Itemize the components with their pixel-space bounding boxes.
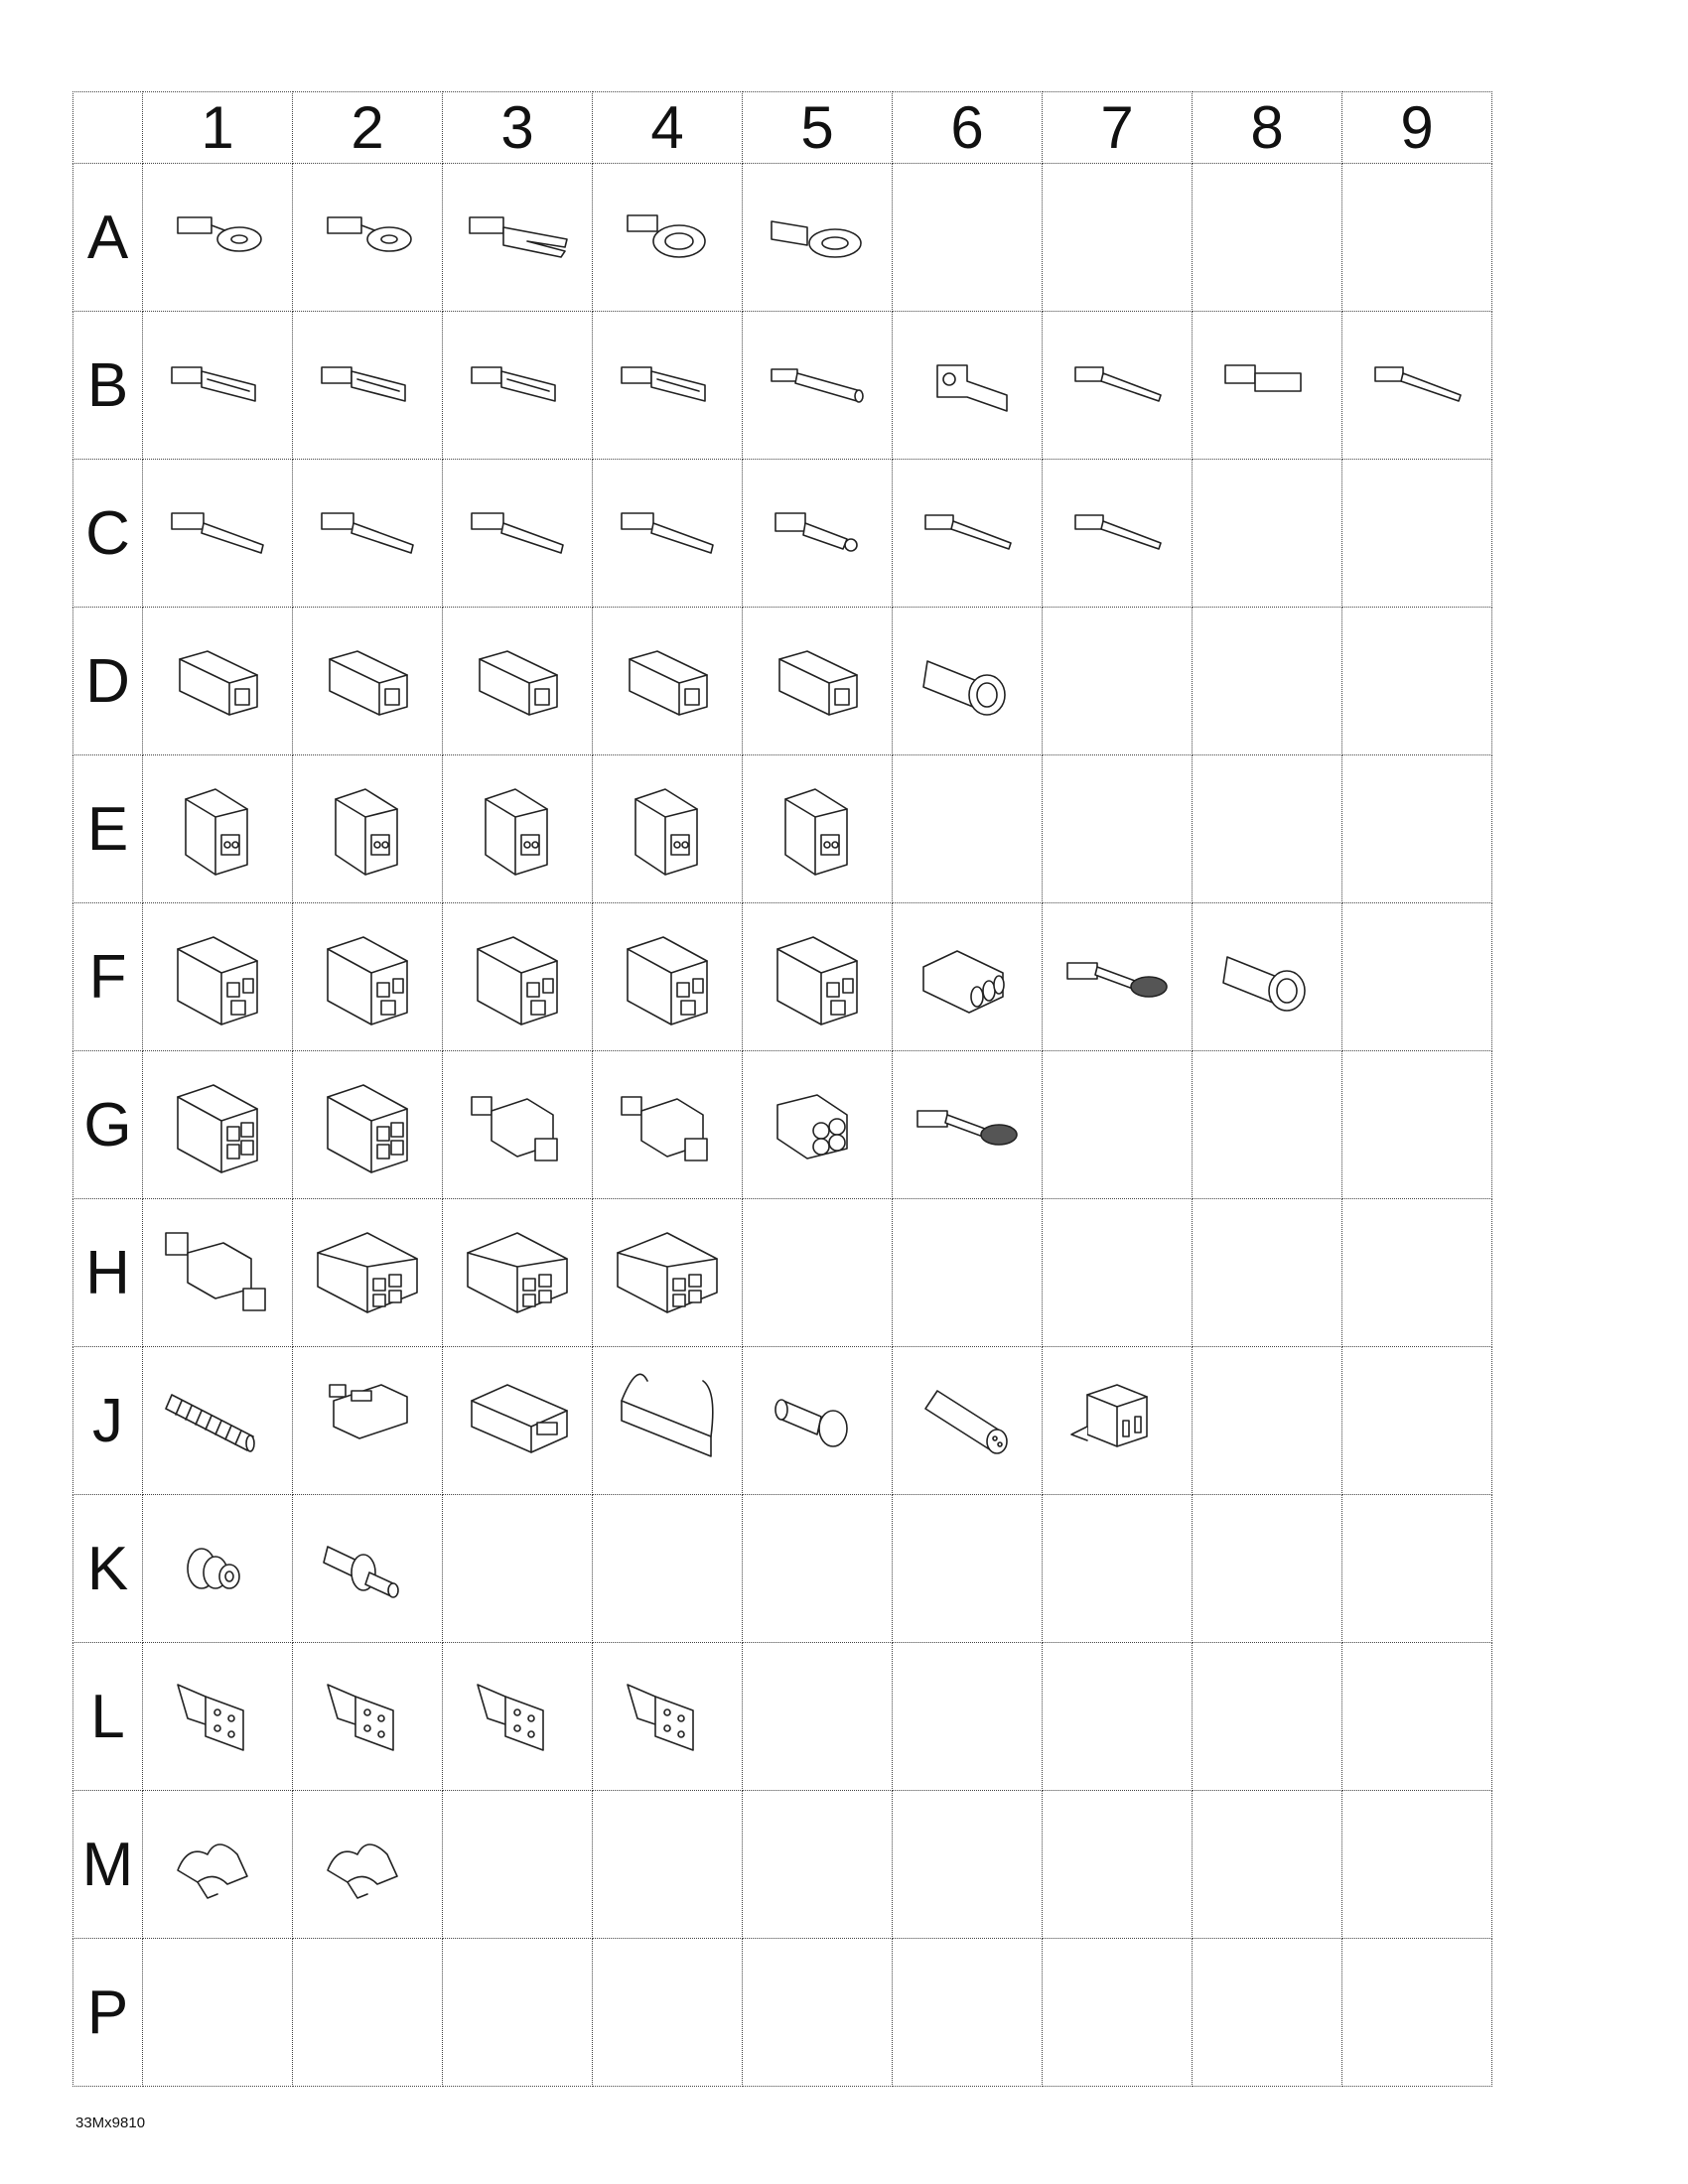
housing-3-way-icon bbox=[158, 927, 277, 1026]
flag-terminal-icon bbox=[908, 336, 1027, 435]
column-header-1: 1 bbox=[143, 92, 293, 164]
cell-M2 bbox=[293, 1791, 443, 1939]
cell-L4 bbox=[593, 1643, 743, 1791]
row-header-B: B bbox=[73, 312, 143, 460]
housing-2-way-icon bbox=[758, 779, 877, 879]
column-header-2: 2 bbox=[293, 92, 443, 164]
cell-E5 bbox=[743, 755, 893, 903]
row-header-M: M bbox=[73, 1791, 143, 1939]
cell-D3 bbox=[443, 608, 593, 755]
cell-D4 bbox=[593, 608, 743, 755]
cell-G4 bbox=[593, 1051, 743, 1199]
cell-E4 bbox=[593, 755, 743, 903]
cell-D9 bbox=[1342, 608, 1492, 755]
cell-P5 bbox=[743, 1939, 893, 2087]
cell-A3 bbox=[443, 164, 593, 312]
housing-long-icon bbox=[458, 1371, 577, 1470]
grid-row-F bbox=[73, 903, 1492, 1051]
housing-2-way-icon bbox=[608, 779, 727, 879]
column-header-6: 6 bbox=[893, 92, 1043, 164]
ring-terminal-icon bbox=[308, 188, 427, 287]
housing-4-way-icon bbox=[158, 1075, 277, 1174]
cell-B9 bbox=[1342, 312, 1492, 460]
cell-B2 bbox=[293, 312, 443, 460]
grid-row-J bbox=[73, 1347, 1492, 1495]
cell-F3 bbox=[443, 903, 593, 1051]
grid-row-E bbox=[73, 755, 1492, 903]
grid-body bbox=[73, 164, 1492, 2087]
male-blade-terminal-icon bbox=[608, 483, 727, 583]
grid-row-C bbox=[73, 460, 1492, 608]
grid-row-M bbox=[73, 1791, 1492, 1939]
grid-row-K bbox=[73, 1495, 1492, 1643]
cell-J2 bbox=[293, 1347, 443, 1495]
cell-K5 bbox=[743, 1495, 893, 1643]
cell-C2 bbox=[293, 460, 443, 608]
housing-1-way-icon bbox=[758, 631, 877, 731]
cell-B3 bbox=[443, 312, 593, 460]
cell-H4 bbox=[593, 1199, 743, 1347]
cell-A5 bbox=[743, 164, 893, 312]
cell-F6 bbox=[893, 903, 1043, 1051]
cell-J5 bbox=[743, 1347, 893, 1495]
cell-F8 bbox=[1193, 903, 1342, 1051]
cell-B5 bbox=[743, 312, 893, 460]
grommet-icon bbox=[308, 1519, 427, 1618]
sealed-housing-multi-icon bbox=[158, 1223, 277, 1322]
cell-H7 bbox=[1043, 1199, 1193, 1347]
column-header-row bbox=[73, 92, 1492, 164]
cell-H9 bbox=[1342, 1199, 1492, 1347]
cell-J8 bbox=[1193, 1347, 1342, 1495]
female-blade-terminal-icon bbox=[608, 336, 727, 435]
cell-M3 bbox=[443, 1791, 593, 1939]
cell-H8 bbox=[1193, 1199, 1342, 1347]
cell-M5 bbox=[743, 1791, 893, 1939]
bulb-socket-icon bbox=[758, 1371, 877, 1470]
cell-M6 bbox=[893, 1791, 1043, 1939]
pin-terminal-icon bbox=[1057, 336, 1177, 435]
cell-P7 bbox=[1043, 1939, 1193, 2087]
cell-B4 bbox=[593, 312, 743, 460]
cell-B6 bbox=[893, 312, 1043, 460]
figure-id: 33Mx9810 bbox=[75, 2115, 146, 2131]
cell-A1 bbox=[143, 164, 293, 312]
round-housing-icon bbox=[1207, 927, 1327, 1026]
wedge-lock-icon bbox=[158, 1667, 277, 1766]
cell-J6 bbox=[893, 1347, 1043, 1495]
sealed-terminals-icon bbox=[908, 1075, 1027, 1174]
cell-B7 bbox=[1043, 312, 1193, 460]
cell-K3 bbox=[443, 1495, 593, 1643]
housing-3-way-icon bbox=[308, 927, 427, 1026]
cell-A4 bbox=[593, 164, 743, 312]
row-header-H: H bbox=[73, 1199, 143, 1347]
grid-row-B bbox=[73, 312, 1492, 460]
butt-connector-icon bbox=[758, 336, 877, 435]
housing-3-way-icon bbox=[758, 927, 877, 1026]
cell-G8 bbox=[1193, 1051, 1342, 1199]
cell-D6 bbox=[893, 608, 1043, 755]
spade-terminal-icon bbox=[458, 188, 577, 287]
cell-K2 bbox=[293, 1495, 443, 1643]
female-blade-terminal-icon bbox=[308, 336, 427, 435]
row-header-E: E bbox=[73, 755, 143, 903]
corrugated-tube-icon bbox=[158, 1371, 277, 1470]
relay-icon bbox=[1057, 1371, 1177, 1470]
cell-A6 bbox=[893, 164, 1043, 312]
cell-P3 bbox=[443, 1939, 593, 2087]
cell-C7 bbox=[1043, 460, 1193, 608]
cell-L7 bbox=[1043, 1643, 1193, 1791]
cell-E9 bbox=[1342, 755, 1492, 903]
cell-K8 bbox=[1193, 1495, 1342, 1643]
sealed-terminals-icon bbox=[1057, 927, 1177, 1026]
cell-C8 bbox=[1193, 460, 1342, 608]
sealed-housing-icon bbox=[608, 1075, 727, 1174]
wedge-lock-icon bbox=[608, 1667, 727, 1766]
cell-G5 bbox=[743, 1051, 893, 1199]
grid-row-H bbox=[73, 1199, 1492, 1347]
bullet-terminal-icon bbox=[758, 483, 877, 583]
cell-E2 bbox=[293, 755, 443, 903]
housing-1-way-icon bbox=[458, 631, 577, 731]
housing-multi-icon bbox=[458, 1223, 577, 1322]
cell-F7 bbox=[1043, 903, 1193, 1051]
cell-M1 bbox=[143, 1791, 293, 1939]
housing-2-way-icon bbox=[158, 779, 277, 879]
cell-K7 bbox=[1043, 1495, 1193, 1643]
cell-K1 bbox=[143, 1495, 293, 1643]
seal-icon bbox=[158, 1519, 277, 1618]
cell-L2 bbox=[293, 1643, 443, 1791]
ring-terminal-icon bbox=[158, 188, 277, 287]
cell-K4 bbox=[593, 1495, 743, 1643]
cell-H6 bbox=[893, 1199, 1043, 1347]
row-header-A: A bbox=[73, 164, 143, 312]
wedge-lock-icon bbox=[458, 1667, 577, 1766]
ring-terminal-toothed-icon bbox=[608, 188, 727, 287]
cell-L8 bbox=[1193, 1643, 1342, 1791]
grid-row-P bbox=[73, 1939, 1492, 2087]
cell-J1 bbox=[143, 1347, 293, 1495]
cell-H5 bbox=[743, 1199, 893, 1347]
connector-grid bbox=[72, 91, 1492, 2087]
sealed-housing-3-way-icon bbox=[908, 927, 1027, 1026]
row-header-D: D bbox=[73, 608, 143, 755]
cell-D1 bbox=[143, 608, 293, 755]
cell-C3 bbox=[443, 460, 593, 608]
cell-A9 bbox=[1342, 164, 1492, 312]
cell-F5 bbox=[743, 903, 893, 1051]
column-header-7: 7 bbox=[1043, 92, 1193, 164]
housing-2-way-icon bbox=[458, 779, 577, 879]
grid-row-D bbox=[73, 608, 1492, 755]
cell-L1 bbox=[143, 1643, 293, 1791]
row-header-P: P bbox=[73, 1939, 143, 2087]
round-housing-4-way-icon bbox=[758, 1075, 877, 1174]
cell-H1 bbox=[143, 1199, 293, 1347]
fuse-holder-wired-icon bbox=[608, 1371, 727, 1470]
round-housing-icon bbox=[908, 631, 1027, 731]
cell-G2 bbox=[293, 1051, 443, 1199]
housing-multi-icon bbox=[308, 1223, 427, 1322]
cell-P4 bbox=[593, 1939, 743, 2087]
row-header-K: K bbox=[73, 1495, 143, 1643]
cell-P2 bbox=[293, 1939, 443, 2087]
cell-P6 bbox=[893, 1939, 1043, 2087]
female-blade-terminal-icon bbox=[158, 336, 277, 435]
cell-J3 bbox=[443, 1347, 593, 1495]
clip-icon bbox=[308, 1815, 427, 1914]
cell-P9 bbox=[1342, 1939, 1492, 2087]
cell-F2 bbox=[293, 903, 443, 1051]
corner-cell bbox=[73, 92, 143, 164]
ring-terminal-insulated-icon bbox=[758, 188, 877, 287]
cell-M9 bbox=[1342, 1791, 1492, 1939]
pin-terminal-icon bbox=[908, 483, 1027, 583]
grid-row-G bbox=[73, 1051, 1492, 1199]
cell-E6 bbox=[893, 755, 1043, 903]
cell-B1 bbox=[143, 312, 293, 460]
cell-L6 bbox=[893, 1643, 1043, 1791]
cell-G6 bbox=[893, 1051, 1043, 1199]
cell-G7 bbox=[1043, 1051, 1193, 1199]
row-header-F: F bbox=[73, 903, 143, 1051]
socket-terminal-icon bbox=[1207, 336, 1327, 435]
cell-B8 bbox=[1193, 312, 1342, 460]
cell-L3 bbox=[443, 1643, 593, 1791]
cell-J7 bbox=[1043, 1347, 1193, 1495]
cell-E1 bbox=[143, 755, 293, 903]
cell-J9 bbox=[1342, 1347, 1492, 1495]
housing-1-way-icon bbox=[308, 631, 427, 731]
wedge-lock-icon bbox=[308, 1667, 427, 1766]
cell-K9 bbox=[1342, 1495, 1492, 1643]
housing-1-way-icon bbox=[608, 631, 727, 731]
cell-A2 bbox=[293, 164, 443, 312]
cell-A7 bbox=[1043, 164, 1193, 312]
cell-C9 bbox=[1342, 460, 1492, 608]
cell-M7 bbox=[1043, 1791, 1193, 1939]
pin-terminal-icon bbox=[1357, 336, 1477, 435]
cell-J4 bbox=[593, 1347, 743, 1495]
cell-A8 bbox=[1193, 164, 1342, 312]
cell-F9 bbox=[1342, 903, 1492, 1051]
cell-C1 bbox=[143, 460, 293, 608]
female-blade-terminal-icon bbox=[458, 336, 577, 435]
male-blade-terminal-icon bbox=[458, 483, 577, 583]
male-blade-terminal-icon bbox=[158, 483, 277, 583]
column-header-5: 5 bbox=[743, 92, 893, 164]
housing-2-way-icon bbox=[308, 779, 427, 879]
cell-E3 bbox=[443, 755, 593, 903]
grid-row-L bbox=[73, 1643, 1492, 1791]
cell-D8 bbox=[1193, 608, 1342, 755]
cell-D5 bbox=[743, 608, 893, 755]
cell-F4 bbox=[593, 903, 743, 1051]
housing-3-way-icon bbox=[458, 927, 577, 1026]
row-header-L: L bbox=[73, 1643, 143, 1791]
cell-F1 bbox=[143, 903, 293, 1051]
cell-H2 bbox=[293, 1199, 443, 1347]
cell-K6 bbox=[893, 1495, 1043, 1643]
cell-C6 bbox=[893, 460, 1043, 608]
cell-E7 bbox=[1043, 755, 1193, 903]
cell-P8 bbox=[1193, 1939, 1342, 2087]
cell-M8 bbox=[1193, 1791, 1342, 1939]
cell-L5 bbox=[743, 1643, 893, 1791]
sealed-housing-icon bbox=[458, 1075, 577, 1174]
cell-D7 bbox=[1043, 608, 1193, 755]
cell-H3 bbox=[443, 1199, 593, 1347]
column-header-9: 9 bbox=[1342, 92, 1492, 164]
tube-icon bbox=[908, 1371, 1027, 1470]
cell-C4 bbox=[593, 460, 743, 608]
fuse-holder-icon bbox=[308, 1371, 427, 1470]
cell-G9 bbox=[1342, 1051, 1492, 1199]
cell-E8 bbox=[1193, 755, 1342, 903]
column-header-3: 3 bbox=[443, 92, 593, 164]
housing-4-way-icon bbox=[308, 1075, 427, 1174]
cell-C5 bbox=[743, 460, 893, 608]
cell-D2 bbox=[293, 608, 443, 755]
clip-icon bbox=[158, 1815, 277, 1914]
cell-P1 bbox=[143, 1939, 293, 2087]
housing-multi-icon bbox=[608, 1223, 727, 1322]
housing-3-way-icon bbox=[608, 927, 727, 1026]
cell-G3 bbox=[443, 1051, 593, 1199]
cell-L9 bbox=[1342, 1643, 1492, 1791]
column-header-8: 8 bbox=[1193, 92, 1342, 164]
cell-G1 bbox=[143, 1051, 293, 1199]
housing-1-way-icon bbox=[158, 631, 277, 731]
column-header-4: 4 bbox=[593, 92, 743, 164]
cell-M4 bbox=[593, 1791, 743, 1939]
grid-row-A bbox=[73, 164, 1492, 312]
male-blade-terminal-icon bbox=[308, 483, 427, 583]
pin-terminal-icon bbox=[1057, 483, 1177, 583]
row-header-G: G bbox=[73, 1051, 143, 1199]
row-header-J: J bbox=[73, 1347, 143, 1495]
row-header-C: C bbox=[73, 460, 143, 608]
